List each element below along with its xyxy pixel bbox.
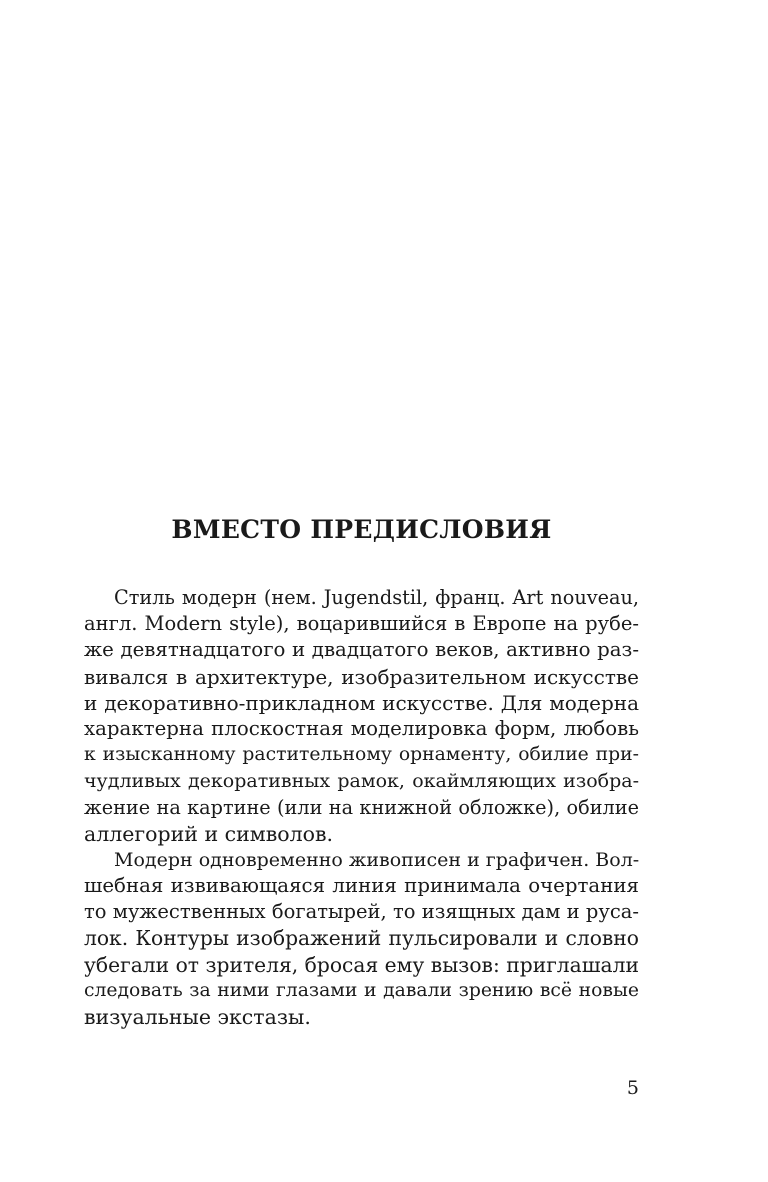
text-line: же девятнадцатого и двадцатого веков, активно раз- [84, 638, 639, 662]
paragraph-1 [84, 585, 639, 847]
text-line: Стиль модерн (нем. Jugendstil, франц. Art nouveau, [114, 586, 639, 609]
text-line: чудливых декоративных рамок, окаймляющих изобра- [84, 770, 639, 793]
paragraph-2 [84, 847, 639, 1030]
text-line: Модерн одновременно живописен и графичен. Вол- [114, 848, 640, 871]
text-line: убегали от зрителя, бросая ему вызов: приглашали [84, 952, 639, 977]
text-line: шебная извивающаяся линия принимала очертания [84, 874, 639, 898]
text-line: визуальные экстазы. [84, 1005, 311, 1029]
page-number: 5 [626, 1077, 639, 1099]
text-line: жение на картине (или на книжной обложке), обилие [84, 795, 639, 819]
body-text [84, 585, 639, 1030]
text-line: то мужественных богатырей, то изящных дам и руса- [84, 900, 639, 924]
text-line: аллегорий и символов. [84, 821, 334, 846]
text-line: характерна плоскостная моделировка форм, любовь [84, 716, 639, 740]
text-line: и декоративно-прикладном искусстве. Для модерна [84, 690, 639, 715]
text-line: англ. Modern style), воцарившийся в Европе на рубе- [84, 612, 639, 636]
chapter-title: ВМЕСТО ПРЕДИСЛОВИЯ [171, 515, 552, 544]
text-line: лок. Контуры изображений пульсировали и словно [84, 926, 639, 951]
text-line: вивался в архитектуре, изобразительном искусстве [84, 664, 639, 689]
text-line: к изысканному растительному орнаменту, обилие при- [84, 744, 639, 766]
text-line: следовать за ними глазами и давали зрению всё новые [84, 979, 639, 1001]
